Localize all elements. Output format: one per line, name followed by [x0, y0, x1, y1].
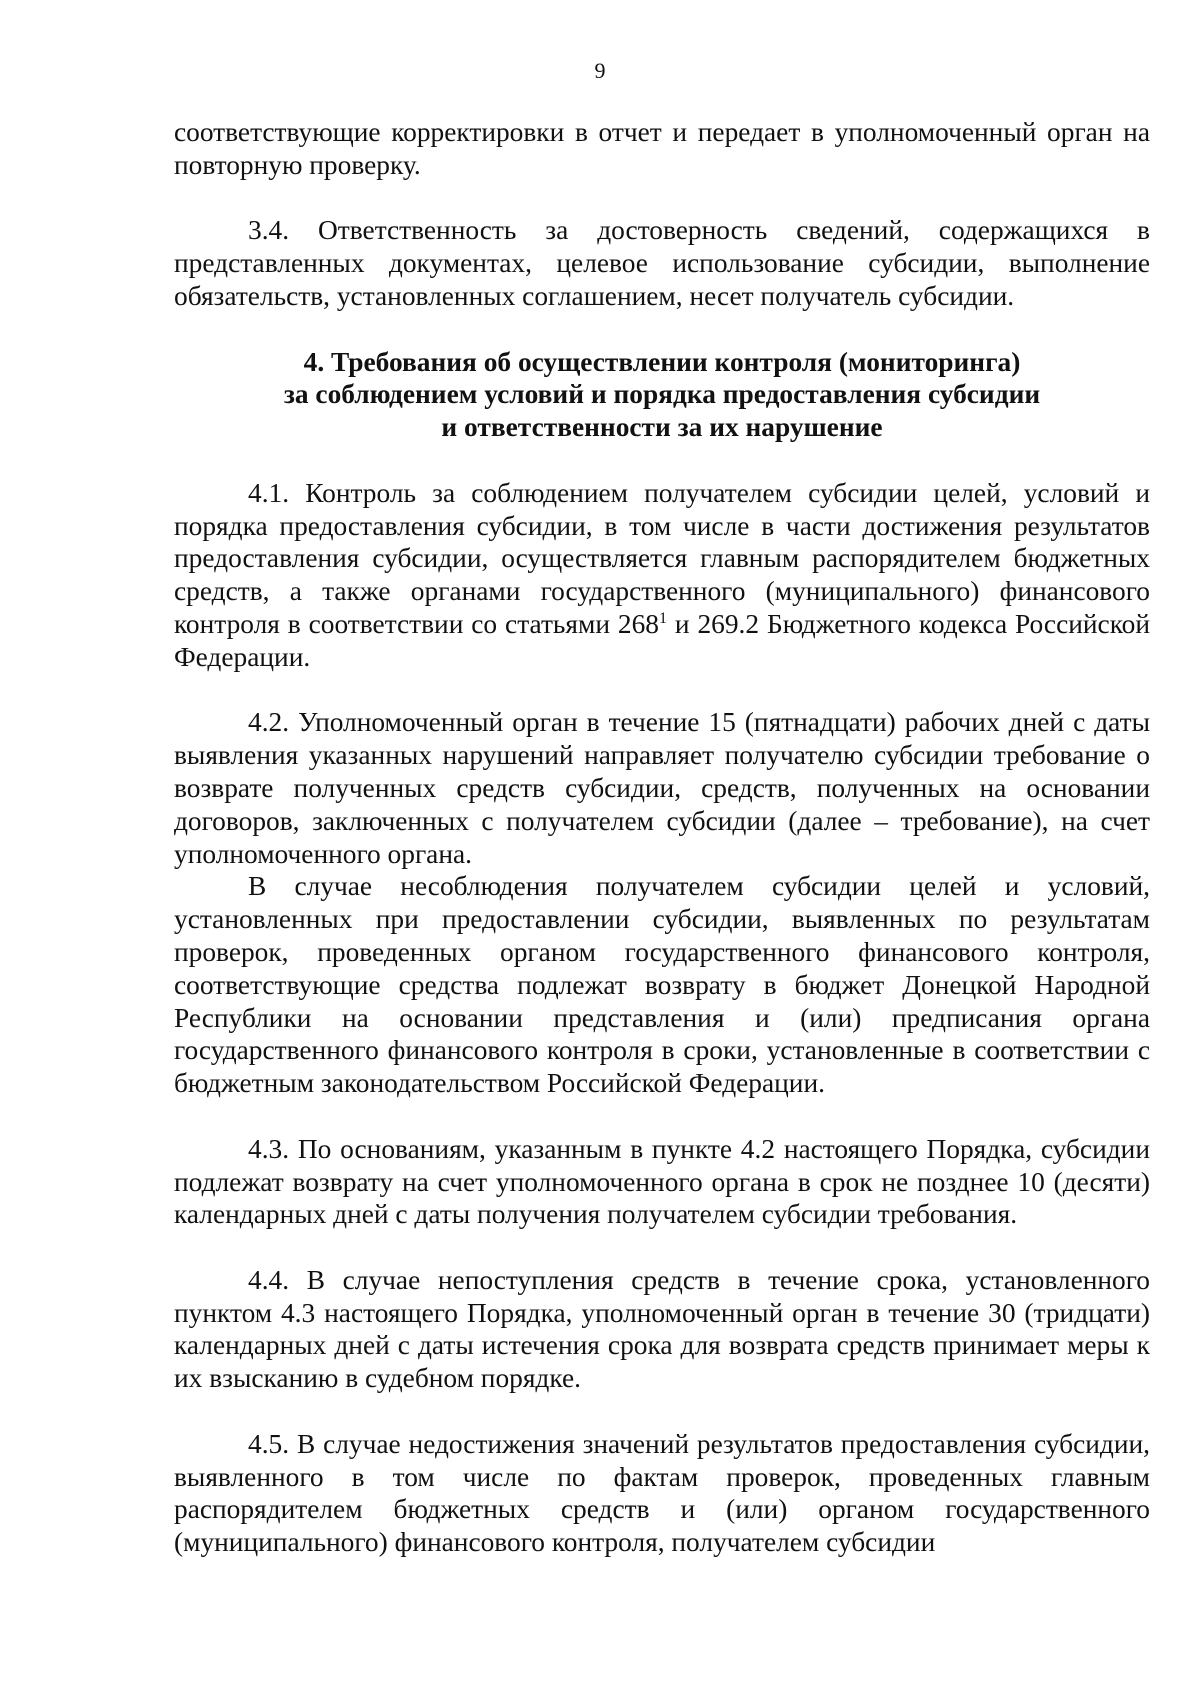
paragraph-gap: [174, 1100, 1150, 1133]
paragraph-3-4: 3.4. Ответственность за достоверность сведений, содержащихся в представленных документах, целевое использование субсидии, выполнение обязательств, установленных соглашением, несет получатель субсидии.: [174, 215, 1150, 311]
paragraph-4-5: 4.5. В случае недостижения значений результатов предоставления субсидии, выявленного в том числе по фактам проверок, проведенных главным распорядителем бюджетных средств и (или) органом государственного (муниципального) финансового контроля, получателем субсидии: [174, 1428, 1150, 1558]
section-heading-line-2: за соблюдением условий и порядка предоставления субсидии: [283, 379, 1041, 410]
paragraph-4-3: 4.3. По основаниям, указанным в пункте 4.2 настоящего Порядка, субсидии подлежат возврату на счет уполномоченного органа в срок не позднее 10 (десяти) календарных дней с даты получения получателем субсидии требования.: [174, 1133, 1150, 1230]
paragraph-gap: [174, 674, 1150, 707]
paragraph-4-4: 4.4. В случае непоступления средств в течение срока, установленного пунктом 4.3 настоящего Порядка, уполномоченный орган в течение 30 (тридцати) календарных дней с даты истечения срока для возврата средств принимает меры к их взысканию в судебном порядке.: [174, 1264, 1150, 1394]
paragraph-gap: [174, 313, 1150, 346]
paragraph-gap: [174, 1395, 1150, 1428]
superscript-footnote: 1: [658, 609, 667, 627]
paragraph-continuation: соответствующие корректировки в отчет и передает в уполномоченный орган на повторную проверку.: [174, 117, 1150, 180]
section-heading: [174, 346, 1150, 444]
paragraph-gap: [174, 444, 1150, 477]
paragraph-gap: [174, 182, 1150, 215]
paragraph-4-1-text: 4.1. Контроль за соблюдением получателем субсидии целей, условий и порядка предоставления субсидии, в том числе в части достижения результатов предоставления субсидии, осуществляется главным распорядителем бюджетных средств, а также органами государственного (муниципального) финансового контроля в соответствии со статьями 268: [174, 477, 1150, 639]
page-number: 9: [594, 58, 606, 83]
section-heading-line-3: и ответственности за их нарушение: [441, 412, 883, 443]
paragraph-4-1-tail: и 269.2 Бюджетного кодекса Российской Федерации.: [174, 608, 1150, 672]
paragraph-4-1: [174, 477, 1150, 674]
paragraph-4-2: 4.2. Уполномоченный орган в течение 15 (пятнадцати) рабочих дней с даты выявления указанных нарушений направляет получателю субсидии требование о возврате полученных средств субсидии, средств, полученных на основании договоров, заключенных с получателем субсидии (далее – требование), на счет уполномоченного органа.: [174, 707, 1150, 869]
document-body: [174, 116, 1150, 1559]
paragraph-gap: [174, 1231, 1150, 1264]
section-heading-line-1: 4. Требования об осуществлении контроля (мониторинга): [303, 346, 1021, 377]
paragraph-4-2-continued: В случае несоблюдения получателем субсидии целей и условий, установленных при предоставлении субсидии, выявленных по результатам проверок, проведенных органом государственного финансового контроля, соответствующие средства подлежат возврату в бюджет Донецкой Народной Республики на основании представления и (или) предписания органа государственного финансового контроля в сроки, установленные в соответствии с бюджетным законодательством Российской Федерации.: [174, 871, 1150, 1099]
